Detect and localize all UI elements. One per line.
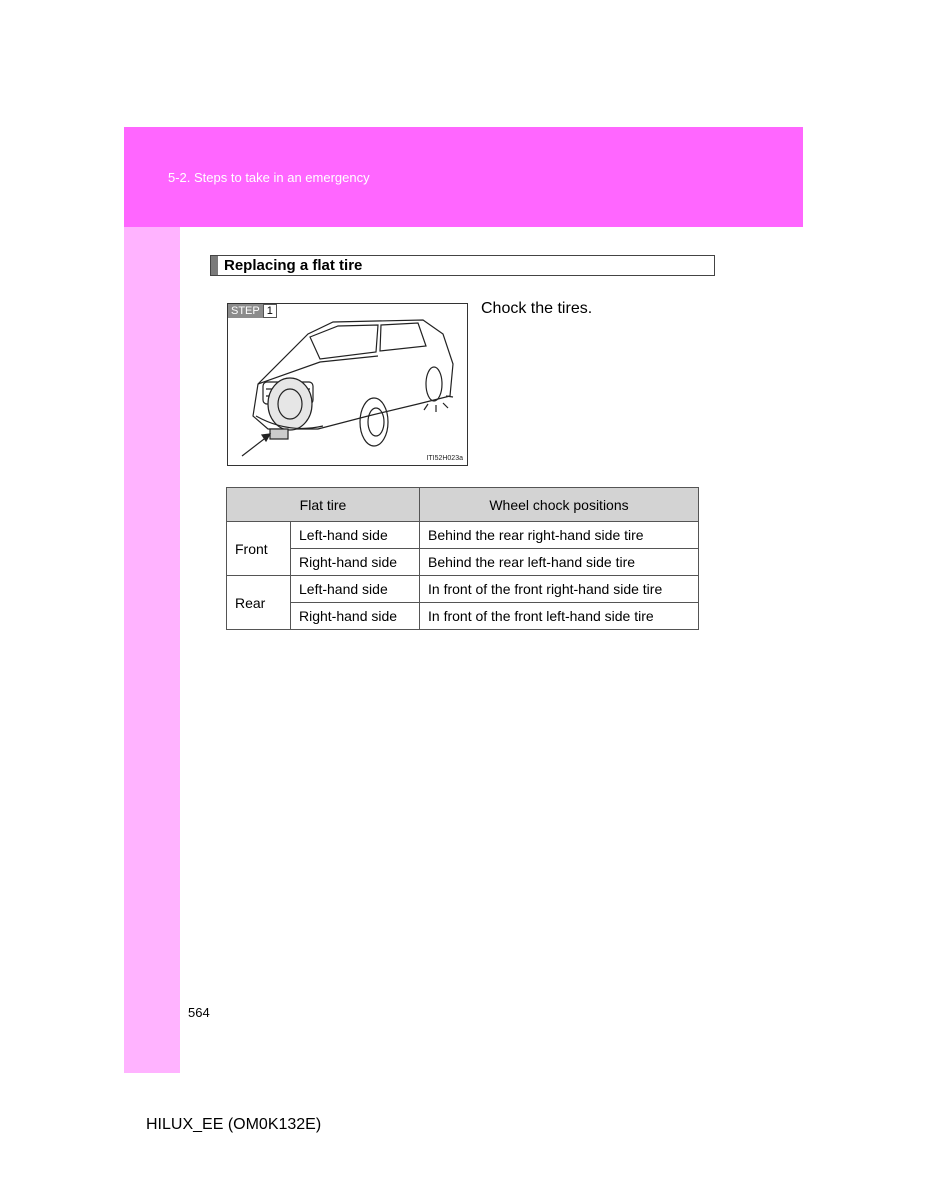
row-chock: In front of the front right-hand side tire [420, 576, 699, 603]
group-rear: Rear [227, 576, 291, 630]
step-label: STEP [228, 304, 263, 318]
row-side: Right-hand side [291, 549, 420, 576]
wheel-chock-table [226, 487, 699, 630]
header-band [124, 127, 803, 227]
step-number: 1 [263, 304, 277, 318]
table-row [227, 549, 699, 576]
page-number: 564 [188, 1005, 210, 1020]
row-chock: Behind the rear right-hand side tire [420, 522, 699, 549]
figure-code: ITI52H023a [426, 455, 463, 462]
row-chock: In front of the front left-hand side tire [420, 603, 699, 630]
truck-illustration [227, 303, 468, 466]
footer-model-code: HILUX_EE (OM0K132E) [146, 1116, 322, 1133]
step-badge [228, 304, 277, 318]
breadcrumb: 5-2. Steps to take in an emergency [168, 170, 370, 185]
truck-drawing [228, 304, 467, 465]
table-row [227, 603, 699, 630]
row-side: Left-hand side [291, 576, 420, 603]
row-side: Left-hand side [291, 522, 420, 549]
table-row [227, 522, 699, 549]
group-front: Front [227, 522, 291, 576]
header-chock-positions: Wheel chock positions [420, 488, 699, 522]
side-band [124, 227, 180, 1073]
row-side: Right-hand side [291, 603, 420, 630]
table-row [227, 576, 699, 603]
header-flat-tire: Flat tire [227, 488, 420, 522]
section-title [210, 255, 715, 276]
row-chock: Behind the rear left-hand side tire [420, 549, 699, 576]
step-instruction: Chock the tires. [481, 300, 593, 317]
section-title-text: Replacing a flat tire [224, 257, 363, 274]
section-title-bar [211, 256, 218, 275]
table-header-row [227, 488, 699, 522]
